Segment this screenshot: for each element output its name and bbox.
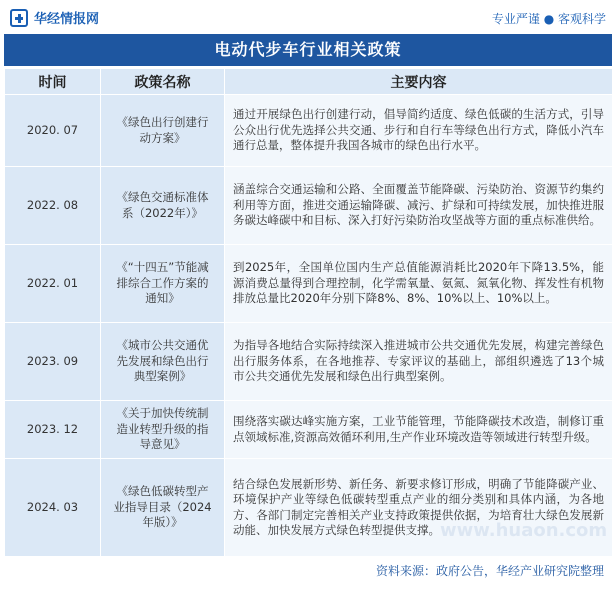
policy-name: 《绿色交通标准体系（2022年）》 <box>101 167 225 245</box>
column-header-date: 时间 <box>5 69 101 95</box>
policy-date: 2024. 03 <box>5 459 101 557</box>
policy-date: 2020. 07 <box>5 95 101 167</box>
table-row <box>5 459 613 557</box>
page-title: 电动代步车行业相关政策 <box>4 34 612 66</box>
policy-date: 2022. 01 <box>5 245 101 323</box>
policy-name: 《关于加快传统制造业转型升级的指导意见》 <box>101 401 225 459</box>
policy-content: 结合绿色发展新形势、新任务、新要求修订形成，明确了节能降碳产业、环境保护产业等绿色低碳转型重点产业的细分类别和具体内涵，为各地方、各部门制定完善相关产业支持政策提供依据，为培育壮大绿色发展新动能、加快发展方式绿色转型提供支撑。 <box>225 459 613 557</box>
table-row <box>5 167 613 245</box>
policy-content: 围绕落实碳达峰实施方案，工业节能管理，节能降碳技术改造，制修订重点领域标准,资源高效循环利用,生产作业环境改造等领域进行转型升级。 <box>225 401 613 459</box>
table-row <box>5 95 613 167</box>
table-row <box>5 401 613 459</box>
brand-logo[interactable] <box>10 8 99 27</box>
policy-content: 到2025年，全国单位国内生产总值能源消耗比2020年下降13.5%，能源消费总量得到合理控制，化学需氧量、氨氮、氮氧化物、挥发性有机物排放总量比2020年分别下降8%、8%、10%以上、10%以上。 <box>225 245 613 323</box>
policy-content: 涵盖综合交通运输和公路、全面覆盖节能降碳、污染防治、资源节约集约利用等方面，推进交通运输降碳、减污、扩绿和可持续发展，加快推进服务碳达峰碳中和目标、深入打好污染防治攻坚战等方面的重点标准供给。 <box>225 167 613 245</box>
policy-name: 《城市公共交通优先发展和绿色出行典型案例》 <box>101 323 225 401</box>
top-bar <box>0 0 616 32</box>
policy-name: 《“十四五”节能减排综合工作方案的通知》 <box>101 245 225 323</box>
source-note: 资料来源：政府公告，华经产业研究院整理 <box>375 564 604 578</box>
policy-table <box>4 68 613 557</box>
policy-name: 《绿色低碳转型产业指导目录（2024年版）》 <box>101 459 225 557</box>
policy-name: 《绿色出行创建行动方案》 <box>101 95 225 167</box>
brand-logo-icon <box>10 9 28 27</box>
column-header-policy-name: 政策名称 <box>101 69 225 95</box>
brand-name: 华经情报网 <box>34 12 100 27</box>
slogan: 专业严谨 ● 客观科学 <box>491 12 606 26</box>
table-row <box>5 323 613 401</box>
policy-content: 通过开展绿色出行创建行动，倡导简约适度、绿色低碳的生活方式，引导公众出行优先选择公共交通、步行和自行车等绿色出行方式，降低小汽车通行总量，整体提升我国各城市的绿色出行水平。 <box>225 95 613 167</box>
policy-date: 2023. 12 <box>5 401 101 459</box>
column-header-content: 主要内容 <box>225 69 613 95</box>
policy-date: 2023. 09 <box>5 323 101 401</box>
policy-date: 2022. 08 <box>5 167 101 245</box>
table-header-row <box>5 69 613 95</box>
policy-content: 为指导各地结合实际持续深入推进城市公共交通优先发展，构建完善绿色出行服务体系，在各地推荐、专家评议的基础上，部组织遴选了13个城市公共交通优先发展和绿色出行典型案例。 <box>225 323 613 401</box>
table-row <box>5 245 613 323</box>
